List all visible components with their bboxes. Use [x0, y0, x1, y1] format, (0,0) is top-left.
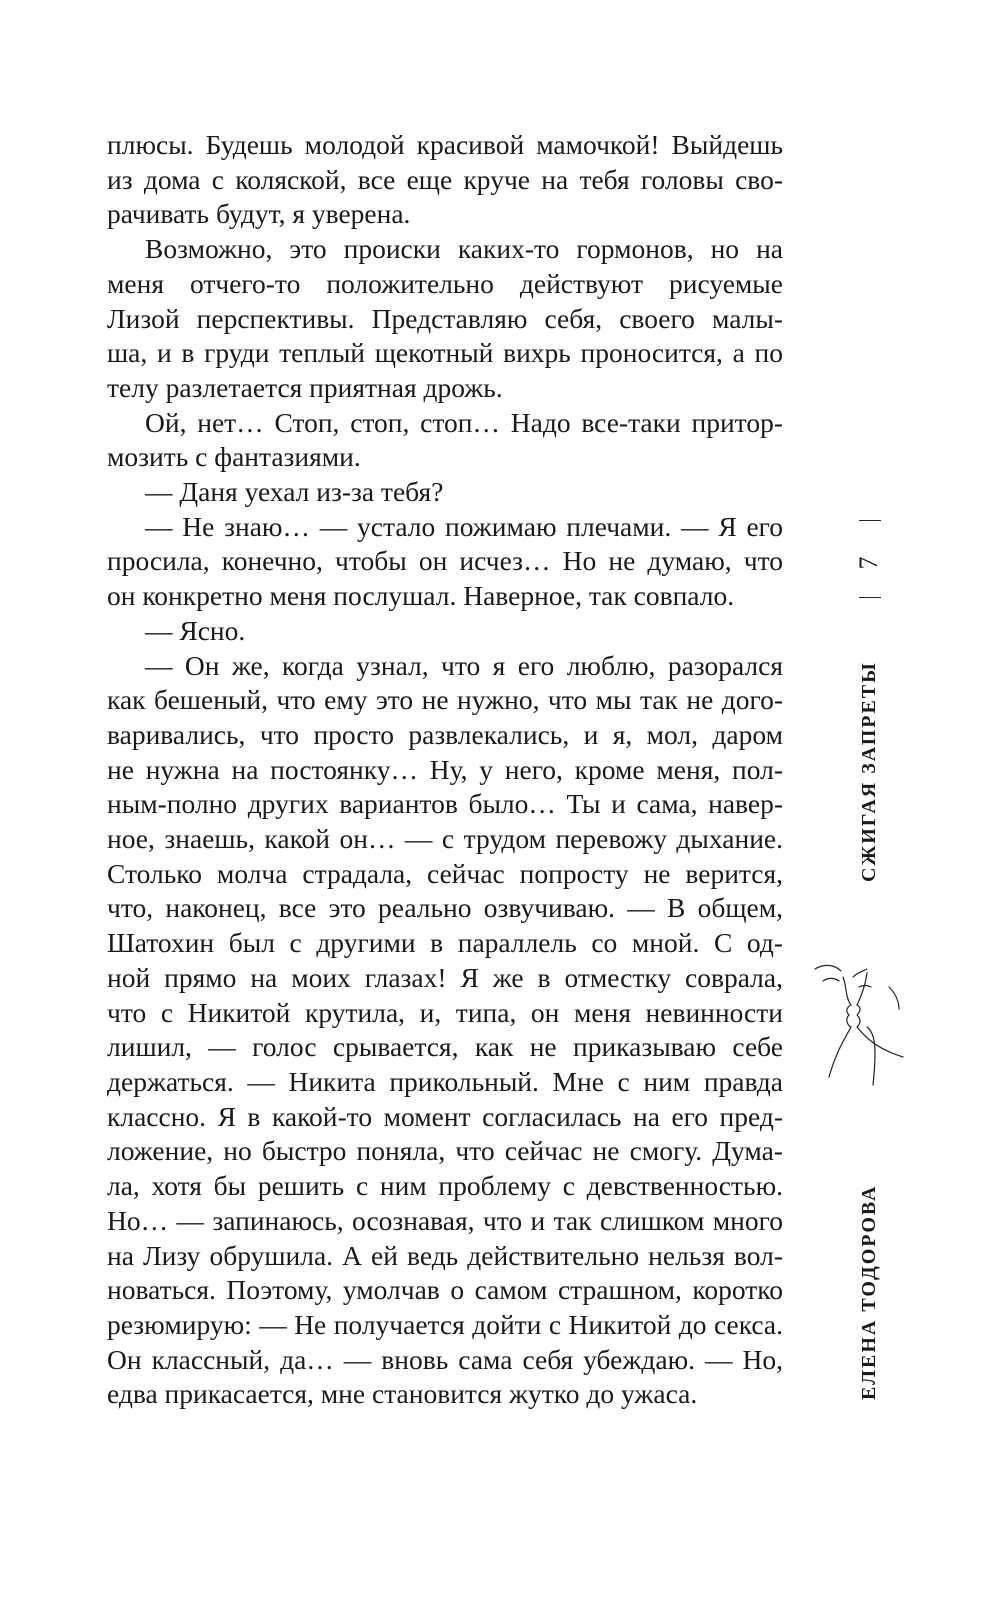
- page-number: 7: [854, 556, 883, 570]
- kissing-faces-icon: [807, 957, 907, 1097]
- text-line: Столько молча страдала, сейчас попросту не верится,: [107, 857, 783, 889]
- text-line: — Он же, когда узнал, что я его люблю, разорался: [145, 649, 783, 681]
- text-line: резюмирую: — Не получается дойти с Никитой до секса.: [107, 1308, 783, 1340]
- text-line: едва прикасается, мне становится жутко до ужаса.: [107, 1378, 698, 1410]
- running-title: СЖИГАЯ ЗАПРЕТЫ: [858, 661, 880, 882]
- text-line: Но… — запинаюсь, осознавая, что и так слишком много: [107, 1204, 783, 1236]
- text-line: на Лизу обрушила. А ей ведь действительно нельзя вол-: [107, 1239, 783, 1271]
- text-line: варивались, что просто развлекались, и я, мол, даром: [107, 718, 783, 750]
- text-line: лишил, — голос срывается, как не приказываю себе: [107, 1031, 783, 1063]
- text-line: что, наконец, все это реально озвучиваю. — В общем,: [107, 892, 783, 924]
- text-line: новаться. Поэтому, умолчав о самом страшном, коротко: [107, 1274, 783, 1306]
- text-line: меня отчего-то положительно действуют рисуемые: [107, 267, 783, 299]
- text-line: Ой, нет… Стоп, стоп, стоп… Надо все-таки притор-: [145, 406, 783, 438]
- text-line: ной прямо на моих глазах! Я же в отместку соврала,: [107, 961, 783, 993]
- text-line: — Не знаю… — устало пожимаю плечами. — Я его: [145, 510, 783, 542]
- text-line: Шатохин был с другими в параллель со мной. С од-: [107, 927, 783, 959]
- text-line: ложение, но быстро поняла, что сейчас не смогу. Дума-: [107, 1135, 783, 1167]
- text-line: Лизой перспективы. Представляю себя, своего малы-: [107, 302, 783, 334]
- text-line: что с Никитой крутила, и, типа, он меня невинности: [107, 996, 783, 1028]
- text-line: плюсы. Будешь молодой красивой мамочкой! Выйдешь: [107, 129, 783, 160]
- text-line: ным-полно других вариантов было… Ты и сама, навер-: [107, 788, 783, 820]
- text-line: держаться. — Никита прикольный. Мне с ним правда: [107, 1065, 783, 1097]
- text-line: рачивать будут, я уверена.: [107, 198, 411, 230]
- text-line: Он классный, да… — вновь сама себя убеждаю. — Но,: [107, 1343, 783, 1375]
- author-name: ЕЛЕНА ТОДОРОВА: [858, 1184, 880, 1400]
- text-line: — Ясно.: [145, 614, 246, 646]
- text-line: классно. Я в какой-то момент согласилась на его пред-: [107, 1100, 783, 1132]
- text-line: как бешеный, что ему это не нужно, что мы так не дого-: [107, 684, 783, 716]
- text-line: не нужна на постоянку… Ну, у него, кроме меня, пол-: [107, 753, 783, 785]
- text-line: просила, конечно, чтобы он исчез… Но не думаю, что: [107, 545, 783, 577]
- text-line: Возможно, это происки каких-то гормонов, но на: [145, 233, 783, 265]
- page-number-box: [854, 520, 883, 598]
- text-line: ша, и в груди теплый щекотный вихрь проносится, а по: [107, 337, 783, 369]
- text-line: телу разлетается приятная дрожь.: [107, 371, 503, 403]
- text-line: ла, хотя бы решить с ним проблему с девственностью.: [107, 1170, 783, 1202]
- text-line: — Даня уехал из-за тебя?: [145, 476, 444, 508]
- text-line: он конкретно меня послушал. Наверное, так совпало.: [107, 580, 735, 612]
- text-line: из дома с коляской, все еще круче на тебя головы сво-: [107, 163, 783, 195]
- body-text: [107, 128, 783, 1412]
- page-number-top-rule: [859, 520, 881, 521]
- text-line: ное, знаешь, какой он… — с трудом перевожу дыхание.: [107, 823, 783, 855]
- text-line: мозить с фантазиями.: [107, 441, 361, 473]
- page-number-bottom-rule: [859, 597, 881, 598]
